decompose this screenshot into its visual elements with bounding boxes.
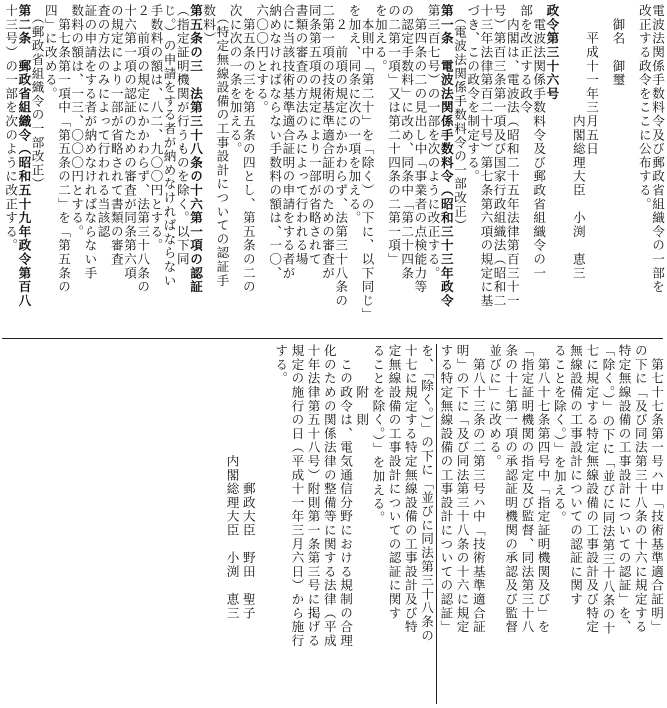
horizontal-divider <box>2 338 663 339</box>
top-block-column: づき、この政令を制定する。 <box>465 4 481 184</box>
top-block-column: 数料） <box>201 4 217 46</box>
bottom-right-block <box>2 344 432 704</box>
top-block-column: 査の方法のみによって行われる当該認 <box>95 4 111 239</box>
top-block-column: の認定手数料」に改め、同条中「第二十四条 <box>399 4 415 280</box>
top-block-column: 納めなければならない手数料の額は、一〇、 <box>267 4 283 280</box>
top-block-column: じ。）の申請をする者が納めなければならない <box>161 4 177 288</box>
top-block-column: 十三号）の一部を次のように改正する。 <box>3 4 19 253</box>
top-block-column: ２ 前項の規定にかかわらず、法第三十八条の <box>333 4 349 308</box>
bottom-right-block-column: 十年法律第五十八号）附則第一条第三号に掲げる <box>305 344 321 648</box>
top-block-column: 本則中「第二十」を「除く）の下に、以下同じ」 <box>359 4 375 322</box>
top-block-column: 第二条 郵政省組織令（昭和五十九年政令第百八 <box>16 4 32 308</box>
top-block-column: 四」に改める。 <box>42 4 58 101</box>
vertical-divider <box>436 344 437 704</box>
top-block-column: 平成十一年三月五日 <box>584 4 599 156</box>
top-block-column: 十三年法律第百二十号）第七条第六項の規定に基 <box>478 4 494 308</box>
bottom-left-block-column: 並びに」に改める。 <box>487 344 502 469</box>
top-block-column: 内閣総理大臣 小渕 恵三 <box>570 4 586 280</box>
bottom-left-block-column: ることを除く。）」を加える。 <box>551 344 567 525</box>
top-block-column: 第五条の三を第五条の四とし、第五条の二の <box>240 4 256 294</box>
top-block-column: 第一条 電波法関係手数料令（昭和三十三年政令 <box>438 4 454 308</box>
top-block-column: 手数料の額は、八二、九〇〇円とする。 <box>148 4 164 253</box>
bottom-right-block-column: 附 則 <box>354 344 370 427</box>
bottom-left-block-column: 第八十七条第四号中「指定証明機関及び」を <box>535 344 551 634</box>
bottom-right-block-column: 定無線設備の工事設計についての認証に関す <box>386 344 402 620</box>
bottom-right-block-column: 化のための関係法律の整備等に関する法律（平成 <box>321 344 337 648</box>
bottom-left-block-column: 特定無線設備の工事設計についての認証」を、 <box>616 344 632 634</box>
bottom-right-block-column: 十七に規定する特定無線設備の工事設計及び特 <box>402 344 418 634</box>
top-block-column: 内閣は、電波法（昭和二十五年法律第百三十一 <box>504 4 520 308</box>
top-block-column: 証の申請をする者が納めなければならない手 <box>82 4 98 280</box>
bottom-left-block <box>440 344 662 704</box>
bottom-left-block-column: 明」の下に「及び同法第三十八条の十六に規定 <box>454 344 470 634</box>
top-block <box>2 4 663 334</box>
top-block-column: （特定無線設備の工事設計についての認証手 <box>214 4 230 288</box>
bottom-left-block-column: の下に「及び同法第三十八条の十六に規定する <box>632 344 648 634</box>
bottom-right-block-column: この政令は、電気通信分野における規制の合理 <box>338 344 353 648</box>
top-block-column: 号）第百三条第一項及び国家行政組織法（昭和二 <box>491 4 507 308</box>
top-block-column: 二第一項の技術基準適合証明のための審査が <box>320 4 335 280</box>
top-block-column: 十六第一項の認証のための審査が同条第六項 <box>122 4 137 280</box>
bottom-left-block-column: 「除く。）」の下に「並びに同法第三十八条の十 <box>600 344 616 635</box>
top-block-column: 次に次の一条を加える。 <box>227 4 243 156</box>
bottom-left-block-column: 「指定証明機関の指定及び監督、同法第三十八 <box>519 344 535 634</box>
top-block-column: （郵政省組織令の一部改正） <box>29 4 45 191</box>
top-block-column: を加え、同条に次の一項を加える。 <box>346 4 362 225</box>
bottom-right-block-column: 郵政大臣 野田 聖子 <box>240 344 256 620</box>
top-block-column: 第三百七号）の一部を次のように改正する。 <box>425 4 441 280</box>
top-block-column: 数料の額は、一三、〇〇〇円とする。 <box>69 4 85 239</box>
top-block-column: 第七条第一項中「第五条の二」を「第五条の <box>56 4 71 294</box>
top-block-column: 同条第五項の規定により一部が省略されて <box>306 4 322 267</box>
top-block-column: 合に当該技術基準適合証明の申請をする者が <box>280 4 296 280</box>
top-block-column: 政令第三十六号 <box>544 4 560 101</box>
top-block-column: の二第一項」又は第二十四条の二第一項」 <box>386 4 401 267</box>
top-block-column: （電波法関係手数料令の一部改正） <box>452 4 467 233</box>
bottom-left-block-column: 第八十三条の二第三号ハ中「技術基準適合証 <box>470 344 486 634</box>
top-block-column: 第五条の三 法第三十八条の十六第一項の認証 <box>188 4 203 294</box>
top-block-column: を加える。 <box>372 4 388 73</box>
bottom-right-block-column: 内閣総理大臣 小渕 恵三 <box>224 344 240 620</box>
top-block-column: 六〇〇円とする。 <box>254 4 269 115</box>
bottom-left-block-column: 無線設備の工事設計についての認証に関す <box>568 344 583 607</box>
top-block-column: 部を改正する政令 <box>518 4 533 115</box>
bottom-right-block-column: を、「除く。）」の下に「並びに同法第三十八条の <box>419 344 434 643</box>
bottom-left-block-column: 条の十七第一項の承認証明機関の承認及び監督 <box>503 344 519 634</box>
bottom-left-block-column: する特定無線設備の工事設計についての認証」 <box>438 344 454 634</box>
top-block-column: 電波法関係手数料令及び郵政省組織令の一部を <box>650 4 665 294</box>
top-block-column: 改正する政令をここに公布する。 <box>636 4 652 211</box>
top-block-column: 書類の審査の方法のみによって行われる場 <box>293 4 309 267</box>
top-block-column: （指定証明機関が行うものを除く。以下同 <box>174 4 190 267</box>
bottom-right-block-column: ることを除く。）」を加える。 <box>370 344 386 525</box>
top-block-column: 電波法関係手数料令及び郵政省組織令の一 <box>531 4 547 280</box>
top-block-column: 第四条の二の見出し中「事業者の点検能力等 <box>412 4 428 294</box>
top-block-column: 御名 御璽 <box>610 4 626 87</box>
top-block-column: の規定により一部が省略されて書類の審査 <box>108 4 124 267</box>
bottom-left-block-column: 七に規定する特定無線設備の工事設計及び特定 <box>584 344 600 634</box>
top-block-column: ２ 前項の規定にかかわらず、法第三十八条の <box>135 4 151 294</box>
bottom-right-block-column: する。 <box>273 344 289 386</box>
bottom-right-block-column: 規定の施行の日（平成十一年三月六日）から施行 <box>289 344 305 648</box>
bottom-left-block-column: 第七十七条第一号ハ中「技術基準適合証明」 <box>649 344 664 634</box>
